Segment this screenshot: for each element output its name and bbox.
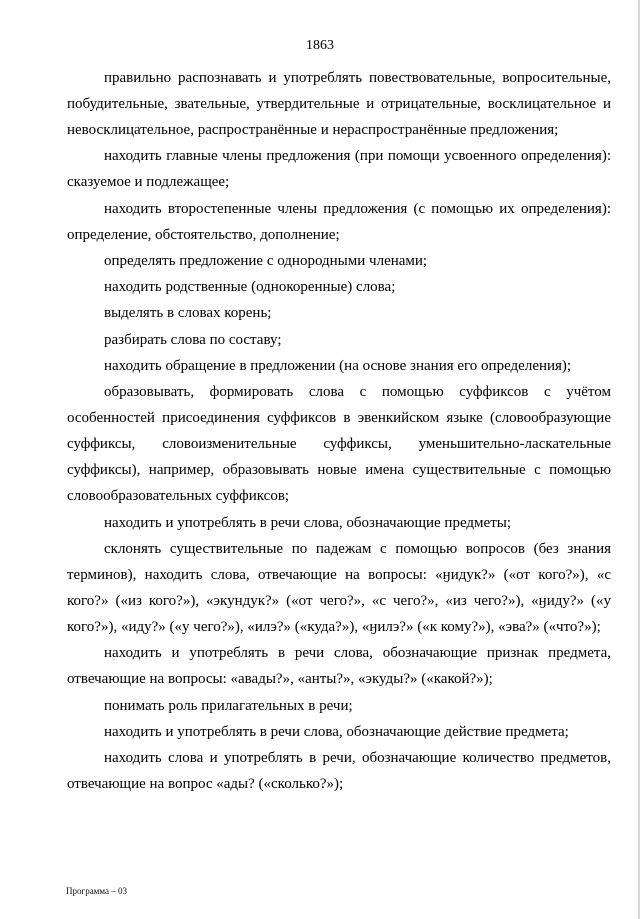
paragraph: находить и употреблять в речи слова, обозначающие предметы; bbox=[104, 514, 512, 531]
footer-label: Программа – 03 bbox=[66, 886, 128, 896]
page-number: 1863 bbox=[306, 38, 334, 53]
paragraph: находить второстепенные члены предложения (с помощью их определения): определение, обстоятельство, дополнение; bbox=[67, 200, 611, 243]
paragraph: находить обращение в предложении (на основе знания его определения); bbox=[104, 358, 572, 375]
paragraph: образовывать, формировать слова с помощью суффиксов с учётом особенностей присоединения суффиксов в эвенкийском языке (словообразующие суффиксы, словоизменительные суффиксы, уменьшительно-ласкательные суффиксы), например, образовывать новые имена существительные с помощью словообразовательных суффиксов; bbox=[67, 384, 611, 505]
paragraph: разбирать слова по составу; bbox=[104, 331, 282, 348]
paragraph: находить и употреблять в речи слова, обозначающие признак предмета, отвечающие на вопросы: «авады?», «анты?», «экуды?» («какой?»); bbox=[67, 645, 611, 688]
paragraph: находить главные члены предложения (при помощи усвоенного определения): сказуемое и подлежащее; bbox=[67, 148, 611, 191]
paragraph: склонять существительные по падежам с помощью вопросов (без знания терминов), находить слова, отвечающие на вопросы: «ӈидук?» («от кого?»), «с кого?» («из кого?»), «экундук?» («от чего?», «с чего?», «из чего?»), «ӈиду?» («у кого?»), «иду?» («у чего?»), «илэ?» («куда?»), «ӈилэ?» («к кому?»), «эва?» («что?»); bbox=[67, 540, 611, 635]
body-text bbox=[67, 65, 611, 797]
paragraph: находить родственные (однокоренные) слова; bbox=[104, 279, 396, 296]
paragraph: находить слова и употреблять в речи, обозначающие количество предметов, отвечающие на вопрос «ады? («сколько?»); bbox=[67, 750, 611, 793]
paragraph: понимать роль прилагательных в речи; bbox=[104, 697, 353, 714]
paragraph: правильно распознавать и употреблять повествовательные, вопросительные, побудительные, звательные, утвердительные и отрицательные, восклицательное и невосклицательное, распространённые и нераспространённые предложения; bbox=[67, 70, 611, 138]
paragraph: находить и употреблять в речи слова, обозначающие действие предмета; bbox=[104, 723, 569, 740]
paragraph: выделять в словах корень; bbox=[104, 305, 272, 322]
paragraph: определять предложение с однородными членами; bbox=[104, 252, 428, 269]
